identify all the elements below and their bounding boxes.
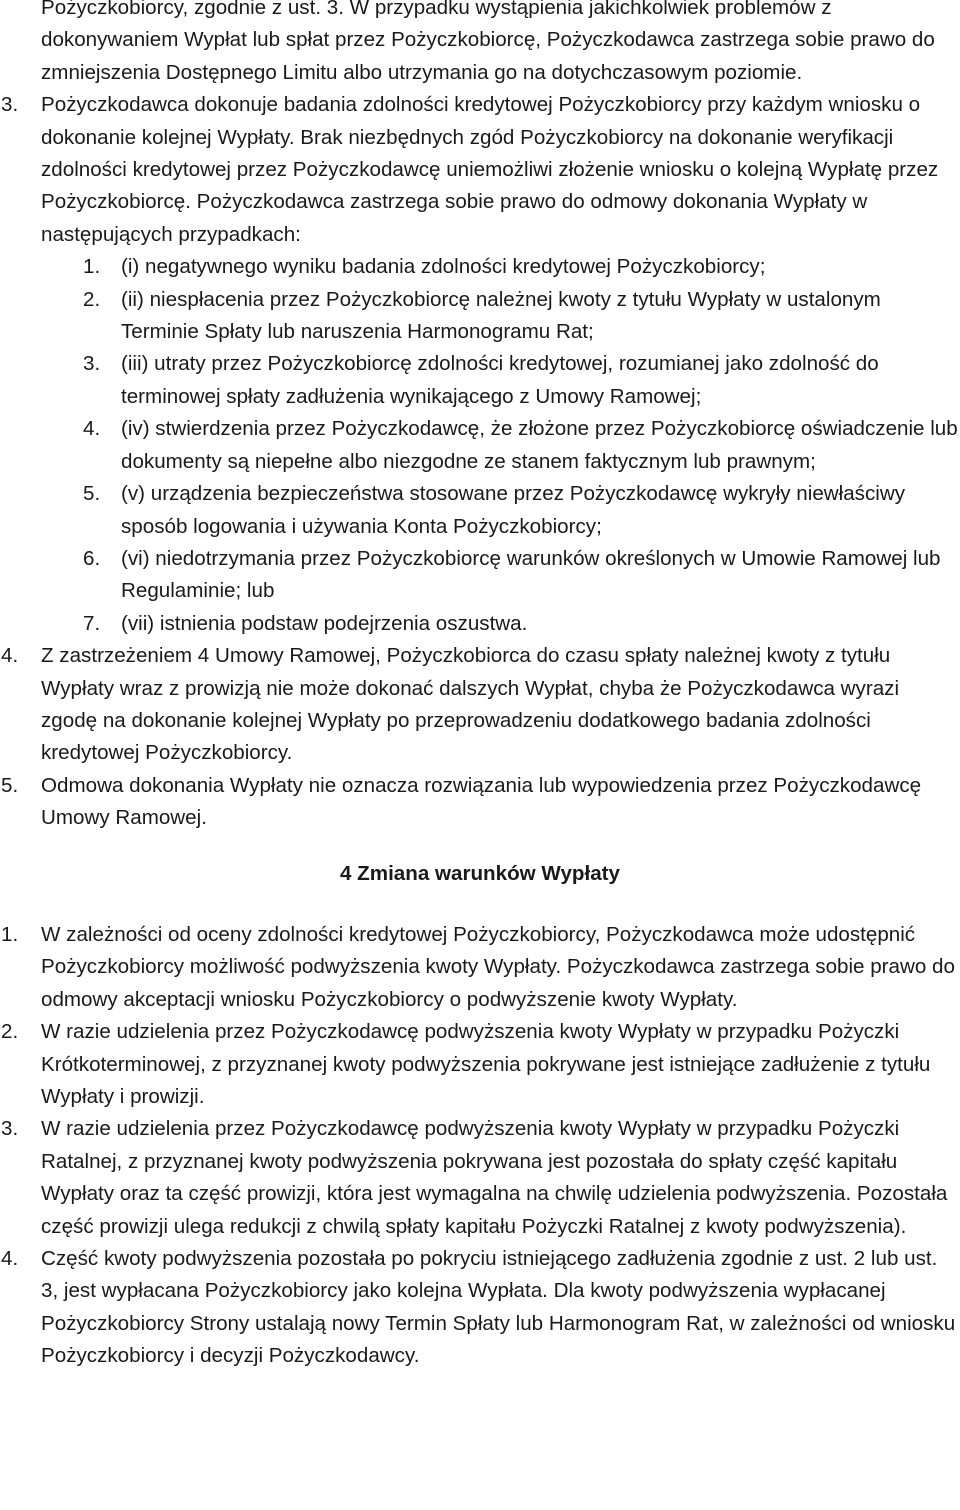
list-item xyxy=(0,1113,960,1243)
list-item xyxy=(0,770,960,835)
item-number: 1. xyxy=(1,922,19,946)
subitem-text: (vii) istnienia podstaw podejrzenia oszustwa. xyxy=(121,611,528,635)
item-number: 3. xyxy=(1,93,19,117)
list-item xyxy=(0,919,960,1016)
subitem-number: 2. xyxy=(83,287,101,311)
subitem-text: (iv) stwierdzenia przez Pożyczkodawcę, że złożone przez Pożyczkobiorcę oświadczenie lub dokumenty są niepełne albo niezgodne ze stanem faktycznym lub prawnym; xyxy=(121,417,958,473)
item-text: W razie udzielenia przez Pożyczkodawcę podwyższenia kwoty Wypłaty w przypadku Pożyczki Krótkoterminowej, z przyznanej kwoty podwyższenia pokrywane jest istniejące zadłużenie z tytułu Wypłaty i prowizji. xyxy=(41,1020,931,1108)
list-item xyxy=(0,640,960,770)
subitem-number: 4. xyxy=(83,417,101,441)
sublist-item xyxy=(0,608,960,640)
sublist-item xyxy=(0,251,960,283)
item-text: Część kwoty podwyższenia pozostała po pokryciu istniejącego zadłużenia zgodnie z ust. 2 lub ust. 3, jest wypłacana Pożyczkobiorcy jako kolejna Wypłata. Dla kwoty podwyższenia wypłacanej Pożyczkobiorcy Strony ustalają nowy Termin Spłaty lub Harmonogram Rat, w zależności od wniosku Pożyczkobiorcy i decyzji Pożyczkodawcy. xyxy=(41,1247,956,1368)
item-text: W zależności od oceny zdolności kredytowej Pożyczkobiorcy, Pożyczkodawca może udostępnić Pożyczkobiorcy możliwość podwyższenia kwoty Wypłaty. Pożyczkodawca zastrzega sobie prawo do odmowy akceptacji wniosku Pożyczkobiorcy o podwyższenie kwoty Wypłaty. xyxy=(41,922,955,1011)
subitem-text: (v) urządzenia bezpieczeństwa stosowane przez Pożyczkodawcę wykryły niewłaściwy sposób logowania i używania Konta Pożyczkobiorcy; xyxy=(121,482,906,538)
subitem-text: (vi) niedotrzymania przez Pożyczkobiorcę warunków określonych w Umowie Ramowej lub Regulaminie; lub xyxy=(121,546,941,603)
sublist-item xyxy=(0,348,960,413)
item-number: 4. xyxy=(1,644,19,668)
item-text: Odmowa dokonania Wypłaty nie oznacza rozwiązania lub wypowiedzenia przez Pożyczkodawcę Umowy Ramowej. xyxy=(41,773,922,830)
item-number: 3. xyxy=(1,1117,19,1141)
item-text: Z zastrzeżeniem 4 Umowy Ramowej, Pożyczkobiorca do czasu spłaty należnej kwoty z tytułu Wypłaty wraz z prowizją nie może dokonać dalszych Wypłat, chyba że Pożyczkodawca wyrazi zgodę na dokonanie kolejnej Wypłaty po przeprowadzeniu dodatkowego badania zdolności kredytowej Pożyczkobiorcy. xyxy=(41,644,900,765)
sublist-item xyxy=(0,284,960,349)
sublist-item xyxy=(0,543,960,608)
subitem-text: (iii) utraty przez Pożyczkobiorcę zdolności kredytowej, rozumianej jako zdolność do terminowej spłaty zadłużenia wynikającego z Umowy Ramowej; xyxy=(121,352,879,408)
subitem-number: 3. xyxy=(83,352,101,376)
subitem-number: 6. xyxy=(83,546,101,570)
sublist-item xyxy=(0,478,960,543)
item-text: W razie udzielenia przez Pożyczkodawcę podwyższenia kwoty Wypłaty w przypadku Pożyczki Ratalnej, z przyznanej kwoty podwyższenia pokrywana jest pozostała do spłaty część kapitału Wypłaty oraz ta część prowizji, która jest wymagalna na chwilę udzielenia podwyższenia. Pozostała część prowizji ulega redukcji z chwilą spłaty kapitału Pożyczki Ratalnej z kwoty podwyższenia). xyxy=(41,1117,948,1238)
intro-paragraph: Pożyczkobiorcy, zgodnie z ust. 3. W przypadku wystąpienia jakichkolwiek problemów z dokonywaniem Wypłat lub spłat przez Pożyczkobiorcę, Pożyczkodawca zastrzega sobie prawo do zmniejszenia Dostępnego Limitu albo utrzymania go na dotychczasowym poziomie. xyxy=(41,0,935,84)
sublist-item xyxy=(0,413,960,478)
list-item xyxy=(0,1016,960,1113)
item-number: 4. xyxy=(1,1247,19,1271)
list-item xyxy=(0,1243,960,1373)
subitem-number: 5. xyxy=(83,482,101,506)
item-text: Pożyczkodawca dokonuje badania zdolności kredytowej Pożyczkobiorcy przy każdym wniosku o dokonanie kolejnej Wypłaty. Brak niezbędnych zgód Pożyczkobiorcy na dokonanie weryfikacji zdolności kredytowej przez Pożyczkodawcę uniemożliwi złożenie wniosku o kolejną Wypłatę przez Pożyczkobiorcę. Pożyczkodawca zastrzega sobie prawo do odmowy dokonania Wypłaty w następujących przypadkach: xyxy=(41,93,939,246)
subitem-number: 1. xyxy=(83,255,101,279)
item-number: 5. xyxy=(1,773,19,797)
section-heading: 4 Zmiana warunków Wypłaty xyxy=(340,861,620,885)
list-item xyxy=(0,89,960,251)
item-number: 2. xyxy=(1,1020,19,1044)
subitem-text: (i) negatywnego wyniku badania zdolności kredytowej Pożyczkobiorcy; xyxy=(121,255,766,279)
subitem-number: 7. xyxy=(83,611,101,635)
subitem-text: (ii) niespłacenia przez Pożyczkobiorcę należnej kwoty z tytułu Wypłaty w ustalonym Terminie Spłaty lub naruszenia Harmonogramu Rat; xyxy=(121,287,881,344)
